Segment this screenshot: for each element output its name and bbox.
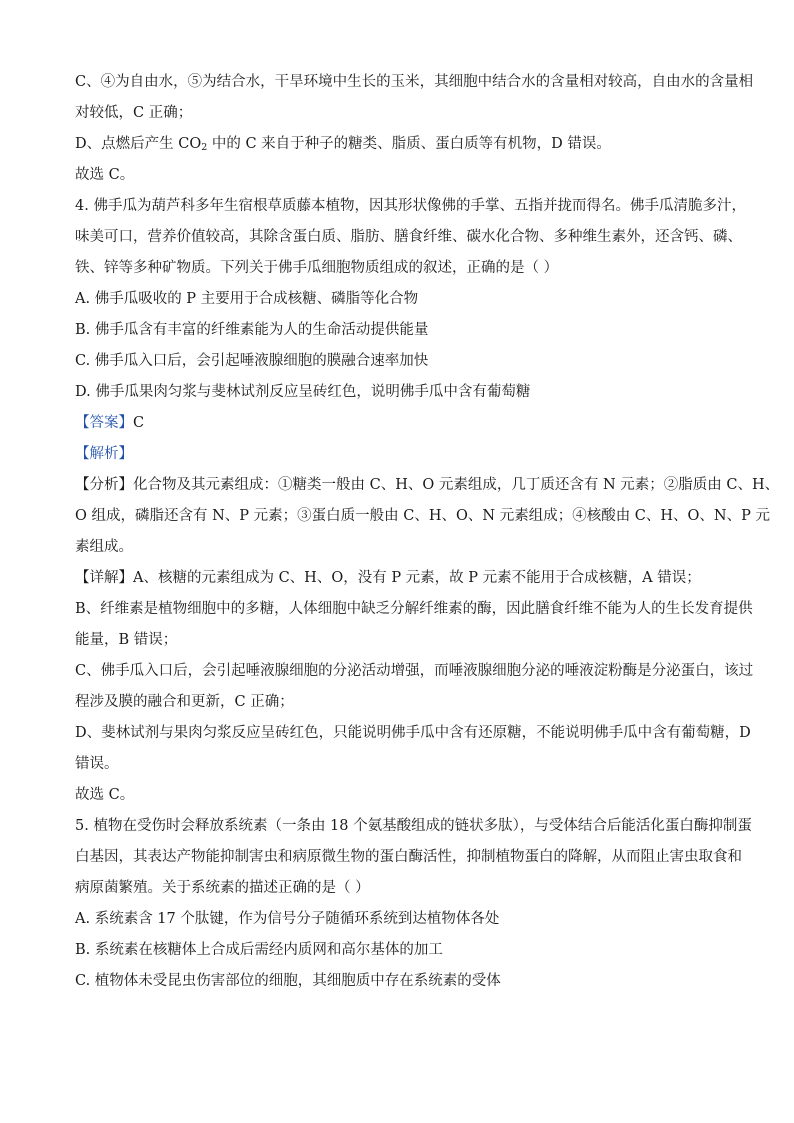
q4-fenxi-line-1 <box>75 475 780 496</box>
fenxi-text-1: 化合物及其元素组成：①糖类一般由 C、H、O 元素组成，几丁质还含有 N 元素；②脂质由 C、H、 <box>133 477 780 493</box>
q4-detail-c-line-2: 程涉及膜的融合和更新，C 正确； <box>75 694 294 710</box>
q4-option-a: A. 佛手瓜吸收的 P 主要用于合成核糖、磷脂等化合物 <box>75 291 419 307</box>
q4-detail-d-line-2: 错误。 <box>75 756 119 772</box>
q4-detail-d-line-1: D、斐林试剂与果肉匀浆反应呈砖红色，只能说明佛手瓜中含有还原糖，不能说明佛手瓜中含有葡萄糖，D <box>75 725 751 741</box>
question-4 <box>75 196 780 806</box>
q4-detail-b-line-1: B、纤维素是植物细胞中的多糖，人体细胞中缺乏分解纤维素的酶，因此膳食纤维不能为人的生长发育提供 <box>75 601 753 617</box>
q4-option-b: B. 佛手瓜含有丰富的纤维素能为人的生命活动提供能量 <box>75 322 429 338</box>
q4-detail-b-line-2: 能量，B 错误； <box>75 632 178 648</box>
q5-stem-line-1: 5. 植物在受伤时会释放系统素（一条由 18 个氨基酸组成的链状多肽），与受体结合后能活化蛋白酶抑制蛋 <box>75 818 752 834</box>
question-5 <box>75 816 752 992</box>
q5-stem-line-3: 病原菌繁殖。关于系统素的描述正确的是（ ） <box>75 880 370 896</box>
analysis-tag: 【解析】 <box>75 446 133 462</box>
q4-detail-a <box>75 568 725 589</box>
document-page <box>75 72 780 1002</box>
q4-option-c: C. 佛手瓜入口后，会引起唾液腺细胞的膜融合速率加快 <box>75 353 429 369</box>
prev-option-c-line-1: C、④为自由水，⑤为结合水，干旱环境中生长的玉米，其细胞中结合水的含量相对较高，自由水的含量相 <box>75 74 754 90</box>
prev-explanation <box>75 72 754 186</box>
q4-conclusion: 故选 C。 <box>75 787 135 803</box>
q4-fenxi-line-2: O 组成，磷脂还含有 N、P 元素；③蛋白质一般由 C、H、O、N 元素组成；④核酸由 C、H、O、N、P 元 <box>75 508 770 524</box>
q4-stem-line-3: 铁、锌等多种矿物质。下列关于佛手瓜细胞物质组成的叙述，正确的是（ ） <box>75 260 559 276</box>
q4-stem-line-2: 味美可口，营养价值较高，其除含蛋白质、脂肪、膳食纤维、碳水化合物、多种维生素外，还含钙、磷、 <box>75 229 742 245</box>
answer-tag: 【答案】 <box>75 415 133 431</box>
prev-option-d-pre: D、点燃后产生 CO <box>75 136 202 152</box>
answer-value: C <box>133 415 145 431</box>
prev-option-d <box>75 134 725 155</box>
q4-option-d: D. 佛手瓜果肉匀浆与斐林试剂反应呈砖红色，说明佛手瓜中含有葡萄糖 <box>75 384 531 400</box>
q4-detail-c-line-1: C、佛手瓜入口后，会引起唾液腺细胞的分泌活动增强，而唾液腺细胞分泌的唾液淀粉酶是分泌蛋白，该过 <box>75 663 754 679</box>
q4-answer <box>75 413 725 434</box>
q4-fenxi-line-3: 素组成。 <box>75 539 133 555</box>
fenxi-tag: 【分析】 <box>75 477 133 493</box>
q5-option-c: C. 植物体未受昆虫伤害部位的细胞，其细胞质中存在系统素的受体 <box>75 973 501 989</box>
prev-conclusion: 故选 C。 <box>75 167 135 183</box>
xiangjie-tag: 【详解】 <box>75 570 133 586</box>
q5-option-a: A. 系统素含 17 个肽键，作为信号分子随循环系统到达植物体各处 <box>75 911 500 927</box>
co2-subscript: 2 <box>201 142 208 153</box>
q4-stem-line-1: 4. 佛手瓜为葫芦科多年生宿根草质藤本植物，因其形状像佛的手掌、五指并拢而得名。佛手瓜清脆多汁， <box>75 198 746 214</box>
q5-option-b: B. 系统素在核糖体上合成后需经内质网和高尔基体的加工 <box>75 942 443 958</box>
q5-stem-line-2: 白基因，其表达产物能抑制害虫和病原微生物的蛋白酶活性，抑制植物蛋白的降解，从而阻止害虫取食和 <box>75 849 742 865</box>
prev-option-d-post: 中的 C 来自于种子的糖类、脂质、蛋白质等有机物，D 错误。 <box>207 136 611 152</box>
detail-a-text: A、核糖的元素组成为 C、H、O，没有 P 元素，故 P 元素不能用于合成核糖，A 错误； <box>133 570 701 586</box>
prev-option-c-line-2: 对较低，C 正确； <box>75 105 193 121</box>
q4-analysis-heading <box>75 444 725 465</box>
